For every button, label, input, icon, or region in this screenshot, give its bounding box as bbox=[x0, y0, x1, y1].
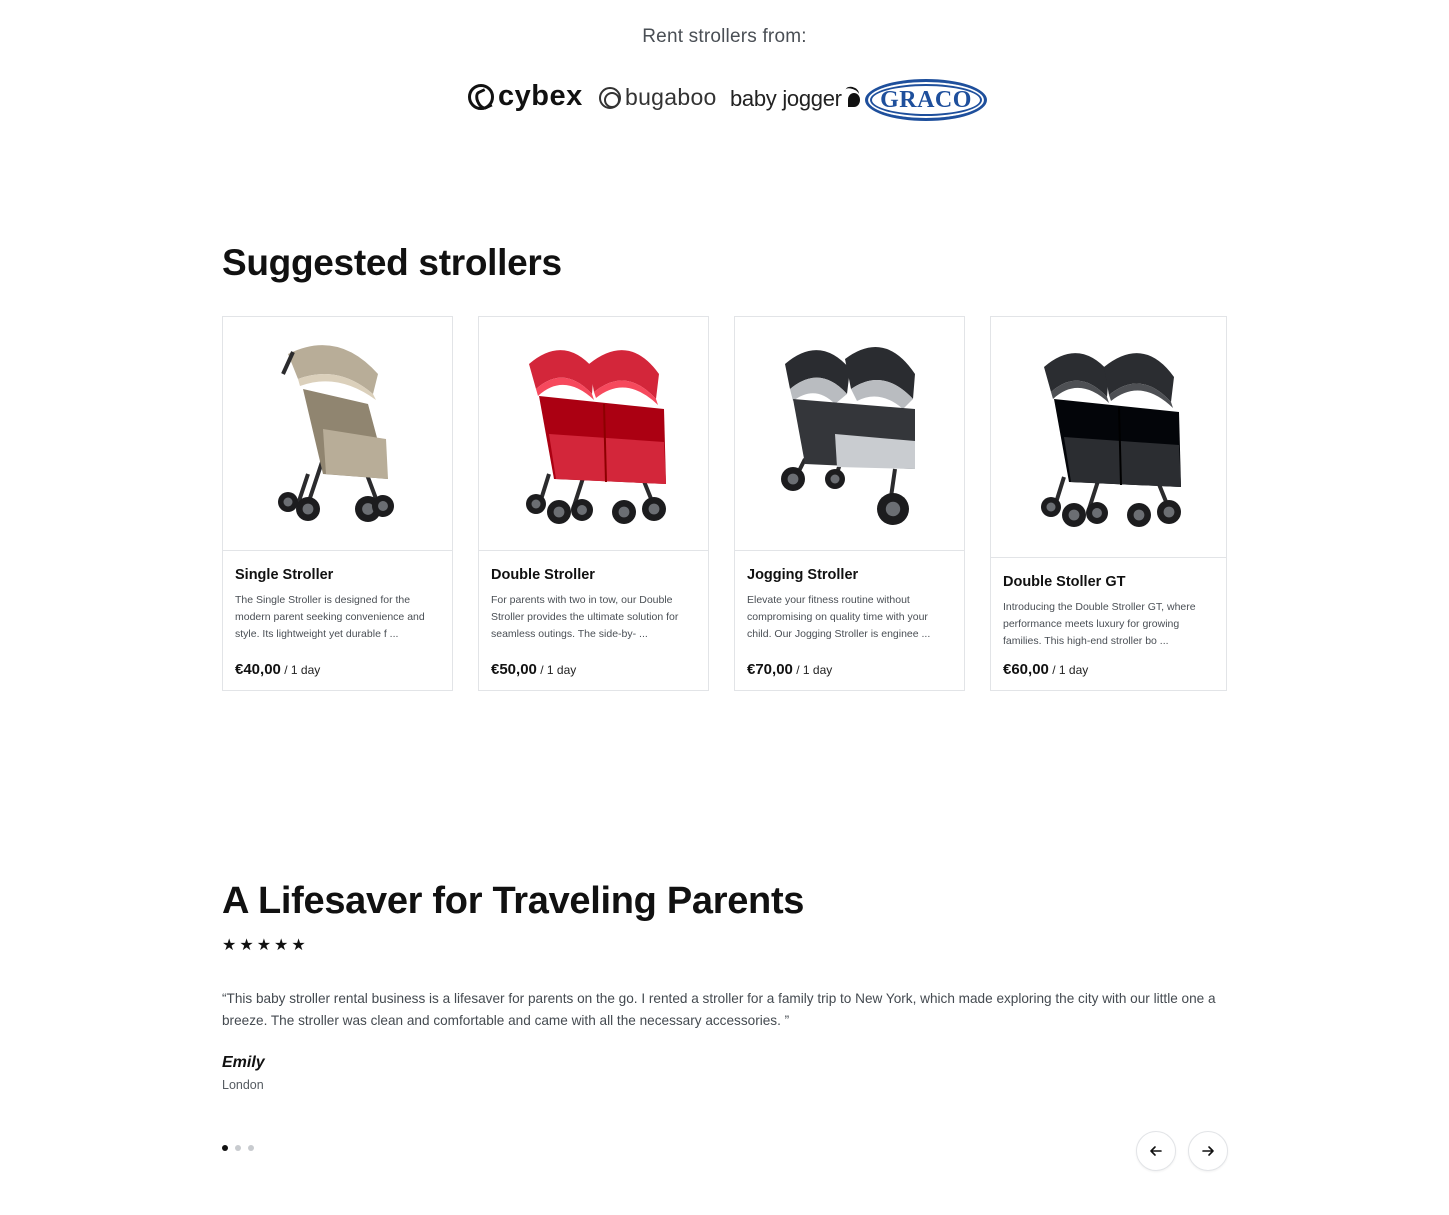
price-unit: / 1 day bbox=[1048, 663, 1089, 677]
product-price-row bbox=[747, 661, 832, 678]
price-unit: / 1 day bbox=[536, 663, 577, 677]
product-card-double-stroller[interactable] bbox=[478, 316, 709, 691]
bugaboo-logo-icon bbox=[599, 84, 717, 111]
product-price: €70,00 bbox=[747, 661, 793, 678]
product-image[interactable] bbox=[223, 317, 452, 551]
product-price: €50,00 bbox=[491, 661, 537, 678]
product-description: Elevate your fitness routine without compromising on quality time with your child. Our Jogging Stroller is enginee ... bbox=[747, 594, 931, 640]
brand-logos bbox=[468, 76, 988, 124]
graco-logo-text: GRACO bbox=[880, 86, 972, 113]
star-icon: ★ bbox=[274, 937, 289, 954]
testimonial-heading: A Lifesaver for Traveling Parents bbox=[222, 880, 805, 922]
product-price-row bbox=[1003, 661, 1088, 678]
product-card-single-stroller[interactable] bbox=[222, 316, 453, 691]
pagination-dot[interactable] bbox=[222, 1145, 228, 1151]
product-description: Introducing the Double Stroller GT, where performance meets luxury for growing families. This high-end stroller bo ... bbox=[1003, 601, 1196, 647]
carousel-next-button[interactable] bbox=[1188, 1131, 1228, 1171]
testimonial-author: Emily bbox=[222, 1054, 265, 1071]
pagination-dot[interactable] bbox=[235, 1145, 241, 1151]
product-image[interactable] bbox=[479, 317, 708, 551]
rating-stars bbox=[222, 936, 306, 956]
jogging-stroller-image-icon bbox=[775, 329, 925, 539]
star-icon: ★ bbox=[239, 937, 254, 954]
product-card-jogging-stroller[interactable] bbox=[734, 316, 965, 691]
baby-jogger-logo-text: baby jogger bbox=[730, 86, 842, 111]
product-price-row bbox=[235, 661, 320, 678]
star-icon: ★ bbox=[222, 937, 237, 954]
suggested-strollers-heading: Suggested strollers bbox=[222, 242, 562, 283]
product-price-row bbox=[491, 661, 576, 678]
product-name[interactable]: Double Stroller bbox=[491, 567, 595, 583]
carousel-pagination bbox=[222, 1145, 254, 1151]
product-name[interactable]: Double Stoller GT bbox=[1003, 574, 1126, 590]
price-unit: / 1 day bbox=[280, 663, 321, 677]
brands-title: Rent strollers from: bbox=[642, 26, 807, 47]
product-image[interactable] bbox=[735, 317, 964, 551]
star-icon: ★ bbox=[291, 937, 306, 954]
cybex-logo-text: cybex bbox=[498, 80, 583, 112]
baby-jogger-logo-icon bbox=[730, 86, 863, 112]
carousel-prev-button[interactable] bbox=[1136, 1131, 1176, 1171]
pagination-dot[interactable] bbox=[248, 1145, 254, 1151]
bugaboo-logo-text: bugaboo bbox=[625, 84, 717, 110]
product-description: For parents with two in tow, our Double Stroller provides the ultimate solution for seamless outings. The side-by- ... bbox=[491, 594, 679, 640]
star-icon: ★ bbox=[256, 937, 272, 954]
arrow-right-icon bbox=[1200, 1143, 1216, 1159]
product-name[interactable]: Jogging Stroller bbox=[747, 567, 859, 583]
double-stroller-image-icon bbox=[514, 334, 674, 534]
arrow-left-icon bbox=[1148, 1143, 1164, 1159]
single-stroller-image-icon bbox=[268, 334, 408, 534]
product-description: The Single Stroller is designed for the modern parent seeking convenience and style. Its lightweight yet durable f ... bbox=[235, 594, 425, 640]
graco-logo-icon bbox=[865, 79, 987, 121]
product-price: €60,00 bbox=[1003, 661, 1049, 678]
product-card-double-stroller-gt[interactable] bbox=[990, 316, 1227, 691]
testimonial-location: London bbox=[222, 1078, 264, 1092]
product-name[interactable]: Single Stroller bbox=[235, 567, 334, 583]
product-price: €40,00 bbox=[235, 661, 281, 678]
product-image[interactable] bbox=[991, 317, 1226, 558]
testimonial-quote: “This baby stroller rental business is a lifesaver for parents on the go. I rented a stroller for a family trip to New York, which made exploring the city with our little one a breeze. The stroller was clean and comfortable and came with all the necessary accessories. ” bbox=[222, 991, 1216, 1028]
price-unit: / 1 day bbox=[792, 663, 833, 677]
double-stroller-gt-image-icon bbox=[1029, 337, 1189, 537]
cybex-logo-icon bbox=[468, 80, 583, 113]
